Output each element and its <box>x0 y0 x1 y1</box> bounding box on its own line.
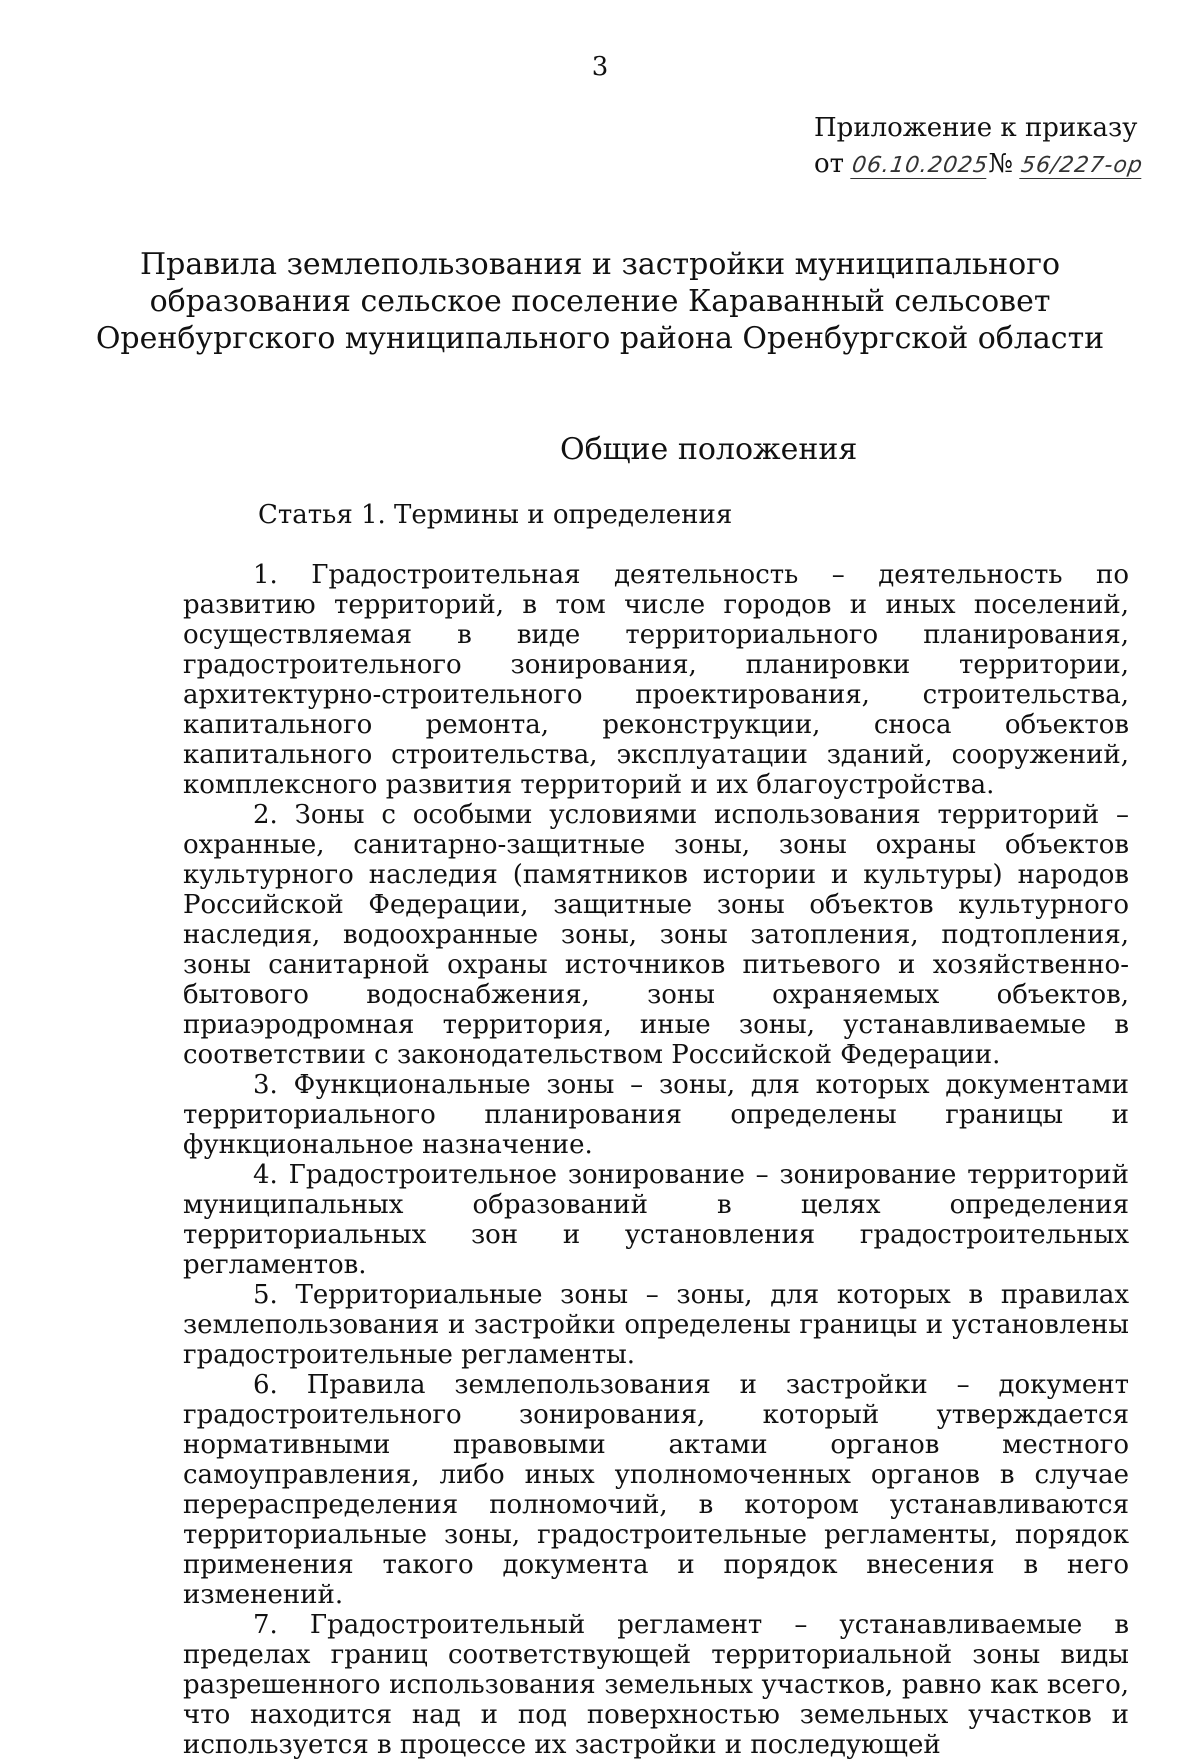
page-number: 3 <box>591 52 609 82</box>
paragraph: 6. Правила землепользования и застройки – документ градостроительного зонирования, который утверждается нормативными правовыми актами органов местного самоуправления, либо иных уполномоченных органов в случае перераспределения полномочий, в котором устанавливаются территориальные зоны, градостроительные регламенты, порядок применения такого документа и порядок внесения в него изменений. <box>183 1370 1129 1610</box>
appendix-date-line <box>814 146 1143 182</box>
paragraph: 7. Градостроительный регламент – устанавливаемые в пределах границ соответствующей территориальной зоны виды разрешенного использования земельных участков, равно как всего, что находится над и под поверхностью земельных участков и используется в процессе их застройки и последующей <box>183 1610 1129 1760</box>
title-line: Правила землепользования и застройки муниципального <box>139 247 1061 282</box>
paragraph: 5. Территориальные зоны – зоны, для которых в правилах землепользования и застройки определены границы и установлены градостроительные регламенты. <box>183 1280 1129 1370</box>
paragraph: 1. Градостроительная деятельность – деятельность по развитию территорий, в том числе городов и иных поселений, осуществляемая в виде территориального планирования, градостроительного зонирования, планировки территории, архитектурно-строительного проектирования, строительства, капитального ремонта, реконструкции, сноса объектов капитального строительства, эксплуатации зданий, сооружений, комплексного развития территорий и их благоустройства. <box>183 560 1129 800</box>
paragraph: 4. Градостроительное зонирование – зонирование территорий муниципальных образований в целях определения территориальных зон и установления градостроительных регламентов. <box>183 1160 1129 1280</box>
section-title: Общие положения <box>560 432 858 467</box>
number-sign: № <box>988 149 1013 179</box>
article-title: Статья 1. Термины и определения <box>258 500 733 530</box>
handwritten-date: 06.10.2025 <box>850 153 991 178</box>
body-text <box>183 560 1129 1760</box>
document-title <box>0 246 1200 357</box>
paragraph: 3. Функциональные зоны – зоны, для которых документами территориального планирования определены границы и функциональное назначение. <box>183 1070 1129 1160</box>
paragraph: 2. Зоны с особыми условиями использования территорий – охранные, санитарно-защитные зоны, зоны охраны объектов культурного наследия (памятников истории и культуры) народов Российской Федерации, защитные зоны объектов культурного наследия, водоохранные зоны, зоны затопления, подтопления, зоны санитарной охраны источников питьевого и хозяйственно-бытового водоснабжения, зоны охраняемых объектов, приаэродромная территория, иные зоны, устанавливаемые в соответствии с законодательством Российской Федерации. <box>183 800 1129 1070</box>
title-line: Оренбургского муниципального района Оренбургской области <box>95 321 1105 356</box>
date-prefix: от <box>814 149 845 179</box>
title-line: образования сельское поселение Караванный сельсовет <box>149 284 1051 319</box>
handwritten-order-number: 56/227-ор <box>1019 153 1145 178</box>
appendix-header <box>814 110 1143 182</box>
appendix-label: Приложение к приказу <box>814 113 1138 143</box>
